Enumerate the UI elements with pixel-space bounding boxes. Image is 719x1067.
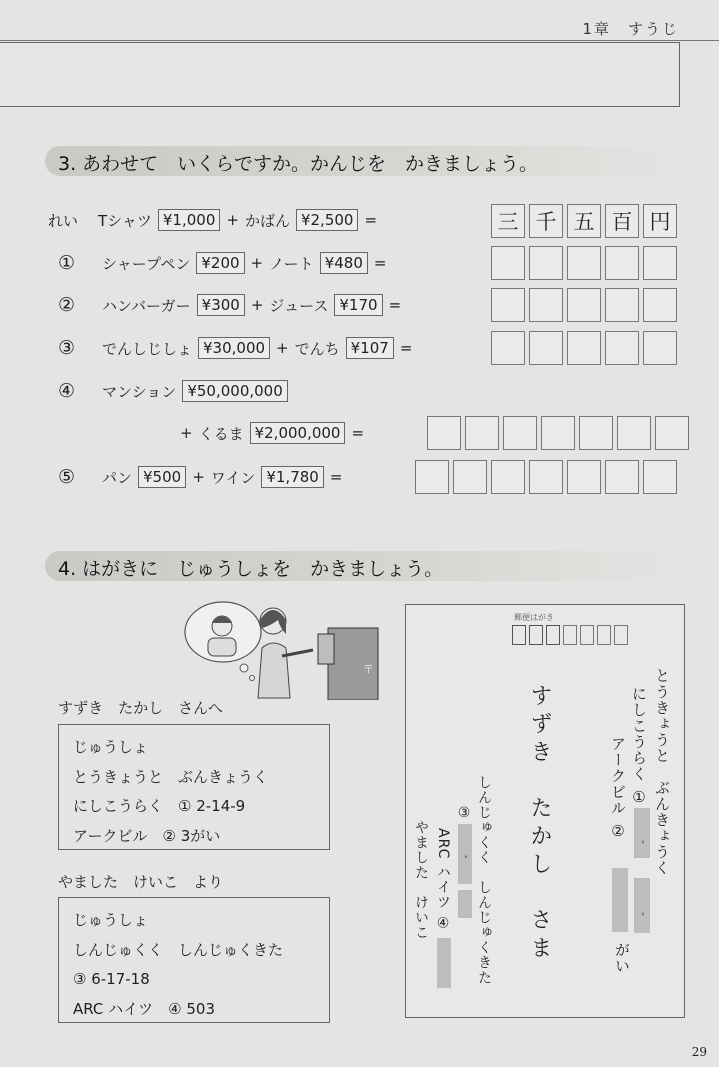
- postcard-recipient: すずき たかし さま: [527, 684, 552, 964]
- answer-blank-6[interactable]: [437, 938, 451, 988]
- to-label: すずき たかし さんへ: [58, 699, 223, 717]
- plus-sign: +: [276, 339, 289, 357]
- item1: ハンバーガー: [102, 296, 191, 315]
- postcard-sender-line2: ③: [456, 805, 472, 822]
- example-answer: [491, 204, 681, 238]
- postcard-sender-line1: しんじゅくく しんじゅくきた: [476, 775, 492, 985]
- item2: ジュース: [269, 296, 329, 315]
- postcard-address-line3: アークビル ②: [609, 736, 627, 841]
- section4-title: 4. はがきに じゅうしょを かきましょう。: [58, 558, 444, 580]
- answer-box[interactable]: [529, 460, 563, 494]
- answer-box[interactable]: [567, 331, 601, 365]
- equals-sign: =: [329, 468, 343, 486]
- mailbox-mark: 〒: [363, 663, 374, 676]
- thought-dot: [240, 664, 248, 672]
- answer-box[interactable]: [605, 460, 639, 494]
- postcard-address-line2: にしこうらく ①: [630, 686, 648, 807]
- answer-box: 千: [529, 204, 563, 238]
- answer-box[interactable]: [491, 460, 525, 494]
- answer-box[interactable]: [605, 331, 639, 365]
- answer-box[interactable]: [605, 288, 639, 322]
- example-price1: ¥1,000: [158, 209, 221, 231]
- question-row-2: [58, 290, 407, 320]
- dash: -: [460, 855, 471, 860]
- price2: ¥1,780: [261, 466, 324, 488]
- example-row: [48, 205, 383, 235]
- dash: -: [637, 840, 648, 845]
- example-label: れい: [48, 211, 79, 230]
- dash: -: [637, 912, 648, 917]
- answer-box[interactable]: [643, 288, 677, 322]
- answer-blank-5[interactable]: [458, 890, 472, 918]
- to-address-box: [58, 724, 330, 850]
- plus-sign: +: [250, 296, 264, 314]
- address-line: ARC ハイツ ④ 503: [73, 999, 216, 1018]
- postcard-zip-label: 郵便はがき: [514, 613, 554, 622]
- zip-box[interactable]: [529, 625, 543, 645]
- address-line: じゅうしょ: [73, 911, 149, 929]
- zip-box[interactable]: [597, 625, 611, 645]
- thought-dot: [250, 676, 255, 681]
- address-line: アークビル ② 3がい: [73, 826, 221, 845]
- answer-box: 円: [643, 204, 677, 238]
- item1: でんしじしょ: [102, 339, 193, 358]
- price1: ¥500: [138, 466, 186, 488]
- zip-box[interactable]: [563, 625, 577, 645]
- answer-blank-4[interactable]: [458, 824, 472, 884]
- woman-body: [258, 643, 290, 698]
- address-line: にしこうらく ① 2-14-9: [73, 797, 246, 815]
- answer-box[interactable]: [605, 246, 639, 280]
- boy-shirt: [208, 638, 236, 656]
- from-label: やました けいこ より: [58, 873, 224, 891]
- postcard-zip-boxes: [512, 625, 628, 645]
- header-rule: [0, 40, 719, 41]
- answer-box[interactable]: [529, 246, 563, 280]
- zip-box[interactable]: [512, 625, 526, 645]
- answer-box[interactable]: [643, 460, 677, 494]
- item1: パン: [102, 468, 133, 487]
- example-item1: Tシャツ: [98, 211, 152, 230]
- price1: ¥50,000,000: [182, 380, 287, 402]
- answer-boxes-4: [427, 416, 693, 450]
- item1: シャープペン: [102, 254, 191, 273]
- equals-sign: =: [351, 424, 365, 442]
- zip-box[interactable]: [546, 625, 560, 645]
- price1: ¥300: [197, 294, 245, 316]
- address-line: とうきょうと ぶんきょうく: [73, 767, 269, 786]
- answer-box[interactable]: [465, 416, 499, 450]
- price2: ¥107: [346, 337, 394, 359]
- answer-box[interactable]: [491, 288, 525, 322]
- chapter-header: 1章 すうじ: [582, 20, 679, 38]
- answer-blank-1[interactable]: [634, 808, 650, 858]
- answer-boxes-2: [491, 288, 681, 322]
- answer-box[interactable]: [643, 331, 677, 365]
- item2: でんち: [294, 339, 340, 358]
- answer-box[interactable]: [541, 416, 575, 450]
- question-number: ④: [58, 380, 76, 402]
- answer-boxes-1: [491, 246, 681, 280]
- answer-box[interactable]: [491, 331, 525, 365]
- example-item2: かばん: [244, 211, 290, 230]
- answer-box[interactable]: [415, 460, 449, 494]
- answer-box: 三: [491, 204, 525, 238]
- price2: ¥2,000,000: [250, 422, 346, 444]
- question-row-1: [58, 248, 392, 278]
- equals-sign: =: [399, 339, 413, 357]
- answer-box[interactable]: [655, 416, 689, 450]
- answer-box: 五: [567, 204, 601, 238]
- item2: くるま: [198, 424, 244, 443]
- price2: ¥170: [334, 294, 382, 316]
- answer-box[interactable]: [491, 246, 525, 280]
- price1: ¥200: [196, 252, 244, 274]
- price2: ¥480: [320, 252, 368, 274]
- address-line: ③ 6-17-18: [73, 970, 150, 988]
- plus-sign: +: [250, 254, 264, 272]
- question-number: ①: [58, 252, 76, 274]
- postcard-sender-line3: ARC ハイツ ④: [435, 828, 451, 933]
- plus-sign: +: [180, 424, 193, 442]
- plus-sign: +: [226, 211, 239, 229]
- answer-blank-2[interactable]: [634, 878, 650, 933]
- postcard-address-floor: がい: [613, 942, 631, 974]
- example-price2: ¥2,500: [296, 209, 359, 231]
- from-address-box: [58, 897, 330, 1023]
- equals-sign: =: [388, 296, 402, 314]
- question-number: ②: [58, 294, 76, 316]
- answer-box[interactable]: [567, 246, 601, 280]
- postcard-sender-name: やました けいこ: [413, 820, 429, 940]
- item1: マンション: [102, 382, 177, 401]
- answer-box[interactable]: [529, 331, 563, 365]
- address-line: しんじゅくく しんじゅくきた: [73, 940, 284, 959]
- answer-box[interactable]: [643, 246, 677, 280]
- answer-box[interactable]: [529, 288, 563, 322]
- answer-box: 百: [605, 204, 639, 238]
- mailbox-slot: [318, 634, 334, 664]
- answer-box[interactable]: [503, 416, 537, 450]
- question-number: ⑤: [58, 466, 76, 488]
- address-line: じゅうしょ: [73, 738, 149, 756]
- title-banner: [0, 42, 680, 107]
- answer-box[interactable]: [567, 288, 601, 322]
- answer-boxes-5: [415, 460, 681, 494]
- plus-sign: +: [192, 468, 205, 486]
- postcard-address-line1: とうきょうと ぶんきょうく: [653, 668, 671, 876]
- question-row-4b: [180, 418, 370, 448]
- question-row-3: [58, 333, 418, 363]
- answer-box[interactable]: [617, 416, 651, 450]
- answer-box[interactable]: [453, 460, 487, 494]
- price1: ¥30,000: [198, 337, 270, 359]
- page-number: 29: [691, 1045, 707, 1059]
- zip-box[interactable]: [614, 625, 628, 645]
- question-number: ③: [58, 337, 76, 359]
- item2: ワイン: [210, 468, 256, 487]
- section3-title: 3. あわせて いくらですか。かんじを かきましょう。: [58, 153, 538, 175]
- zip-box[interactable]: [580, 625, 594, 645]
- item2: ノート: [269, 254, 314, 273]
- equals-sign: =: [373, 254, 387, 272]
- equals-sign: =: [364, 211, 378, 229]
- answer-box[interactable]: [567, 460, 601, 494]
- answer-box[interactable]: [579, 416, 613, 450]
- answer-boxes-3: [491, 331, 681, 365]
- illustration-mailbox: [178, 598, 393, 700]
- question-row-5: [58, 462, 348, 492]
- answer-box[interactable]: [427, 416, 461, 450]
- question-row-4: [58, 376, 294, 406]
- answer-blank-3[interactable]: [612, 868, 628, 932]
